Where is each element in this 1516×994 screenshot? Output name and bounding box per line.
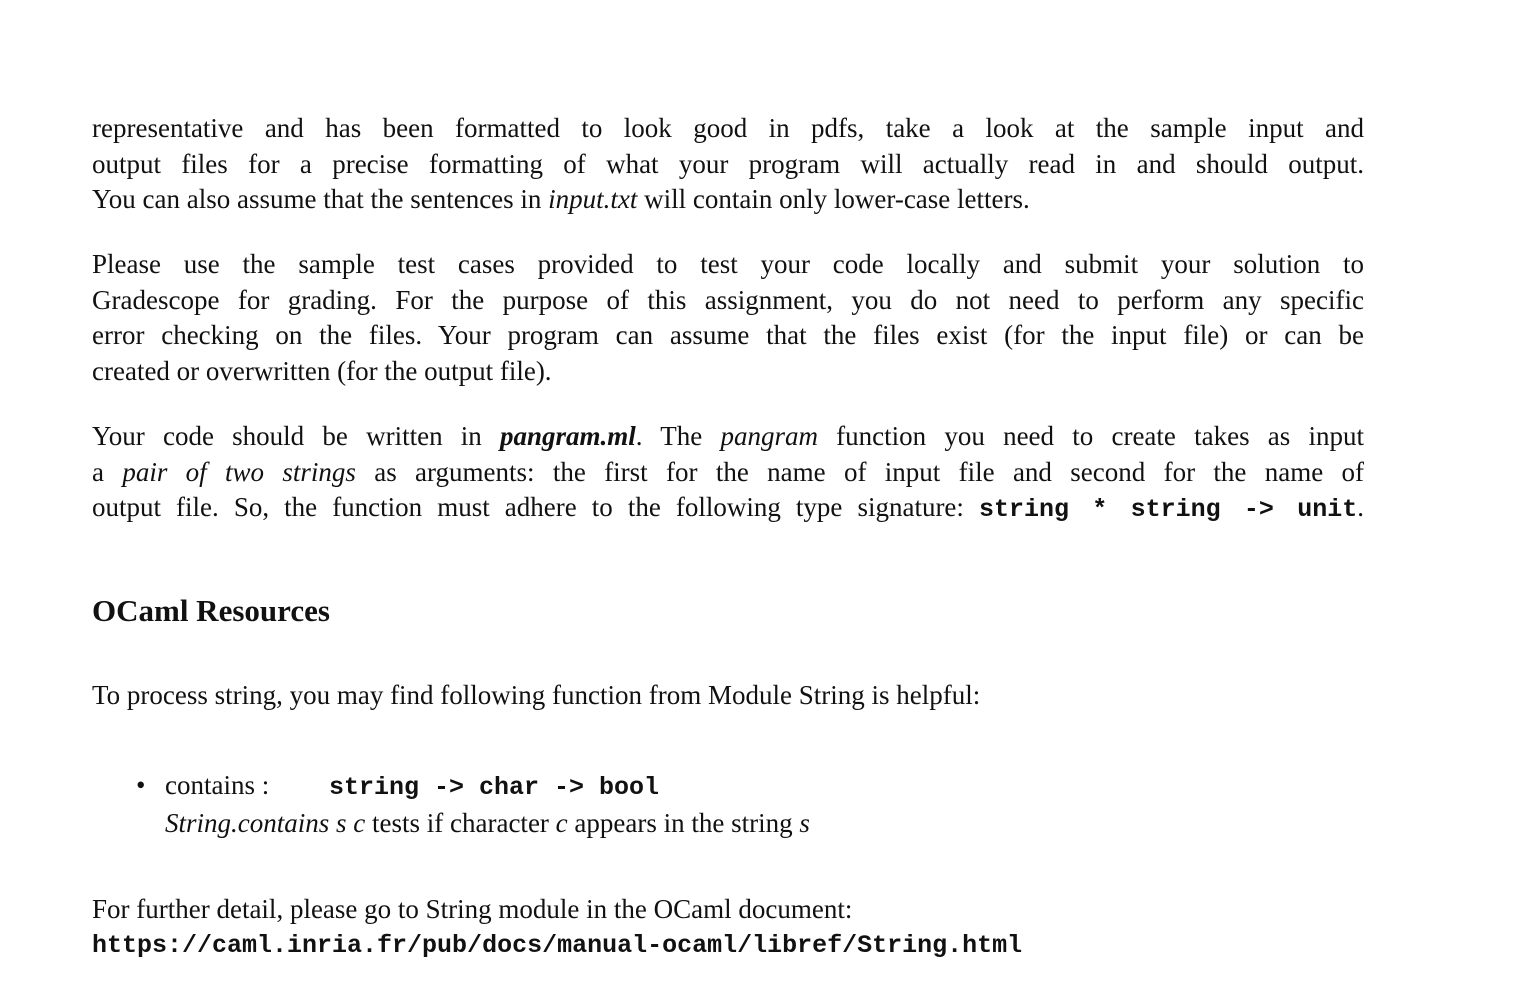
text-fragment: appears in the string [567,807,800,838]
text-fragment: function you need to create takes as input [817,421,1364,451]
function-description [165,806,1364,842]
paragraph-code-requirements [92,419,1364,528]
paragraph-testing-instructions [92,247,1364,390]
text-fragment: a [92,456,123,487]
text-fragment: . [1357,492,1364,523]
list-item [92,768,1364,841]
text-line [92,455,1364,491]
paragraph-formatting-note [92,111,1364,218]
param-s: s [799,807,810,838]
text-line: error checking on the files. Your program can assume that the files exist (for the input file) or can be [92,320,1364,351]
paragraph-string-module-intro [92,678,1364,714]
function-entry-name: contains : [165,770,270,800]
text-line [92,490,1364,528]
param-c: c [353,807,366,838]
text-line: For further detail, please go to String module in the OCaml document: [92,894,853,924]
text-line: To process string, you may find following function from Module String is helpful: [92,680,981,710]
function-name: pangram [720,421,818,451]
source-filename: pangram.ml [500,421,636,451]
text-fragment: output file. So, the function must adhere to the following type signature: [92,492,979,523]
text-line: Gradescope for grading. For the purpose of this assignment, you do not need to perform any specific [92,284,1364,315]
param-c: c [555,807,568,838]
function-signature: string -> char -> bool [329,773,660,802]
text-line: output files for a precise formatting of what your program will actually read in and should output. [92,148,1364,179]
text-line [92,182,1364,218]
text-fragment: tests if character [365,807,556,838]
function-list [92,768,1364,841]
param-s: s [336,807,347,838]
text-fragment: Your code should be written in [92,421,500,451]
emphasis-text: pair of two strings [122,456,356,487]
text-line: representative and has been formatted to look good in pdfs, take a look at the sample input and [92,113,1364,143]
type-signature: string * string -> unit [978,495,1358,525]
documentation-url[interactable]: https://caml.inria.fr/pub/docs/manual-ocaml/libref/String.html [92,930,1023,960]
input-filename: input.txt [548,184,638,215]
text-fragment: will contain only lower-case letters. [637,184,1030,215]
qualified-function-name: String.contains [165,807,330,838]
bullet-icon: • [136,770,146,800]
function-header [165,768,1364,806]
text-fragment: as arguments: the first for the name of input file and second for the name of [355,456,1365,487]
text-line: created or overwritten (for the output file). [92,356,552,387]
text-fragment: You can also assume that the sentences in [92,184,549,215]
paragraph-further-detail [92,892,1364,963]
text-line: Please use the sample test cases provided to test your code locally and submit your solution to [92,249,1364,279]
text-line [92,419,1364,455]
section-heading: OCaml Resources [92,593,330,628]
text-fragment: . The [635,421,721,451]
